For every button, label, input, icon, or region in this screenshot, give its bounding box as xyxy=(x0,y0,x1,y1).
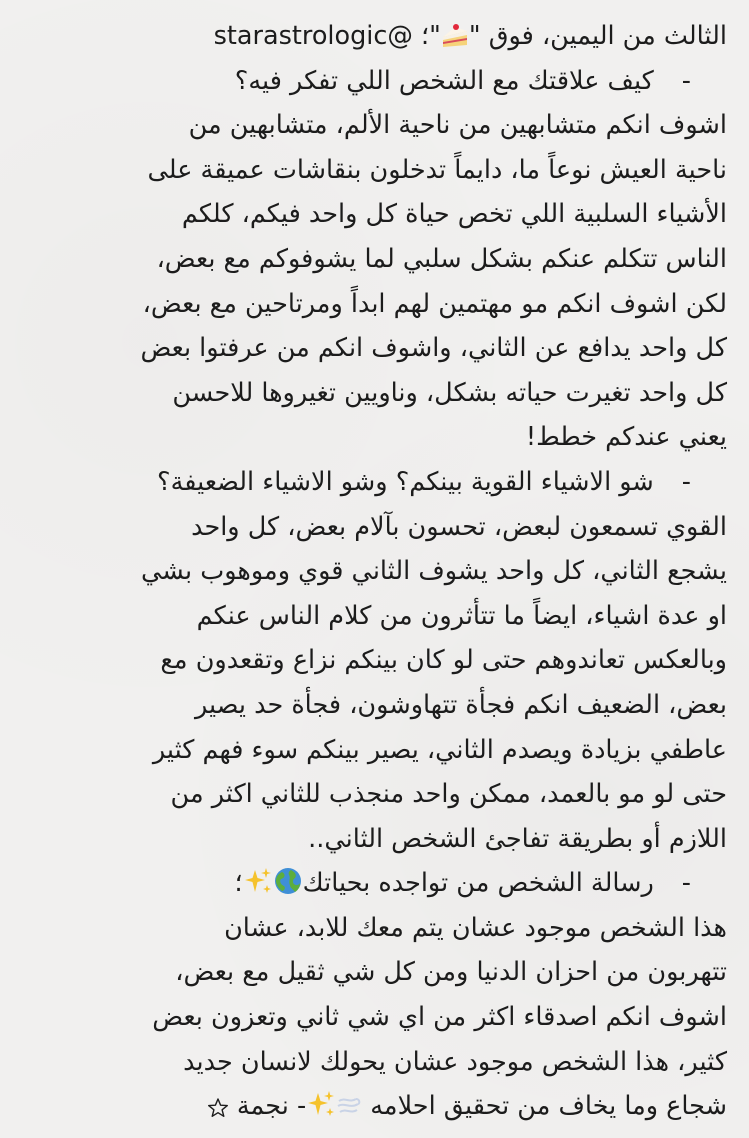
answer-2-line: او عدة اشياء، ايضاً ما تتأثرون من كلام الناس عنكم xyxy=(196,600,727,631)
question-3-text: رسالة الشخص من تواجده بحياتك xyxy=(302,868,654,899)
answer-1-line: اشوف انكم متشابهين من ناحية الألم، متشابهين من xyxy=(188,110,727,141)
answer-1-line: كل واحد تغيرت حياته بشكل، وناويين تغيروها للاحسن xyxy=(172,377,727,408)
question-1-text: كيف علاقتك مع الشخص اللي تفكر فيه؟ xyxy=(234,65,654,96)
answer-3-line: هذا الشخص موجود عشان يتم معك للابد، عشان xyxy=(224,912,727,943)
star-icon xyxy=(207,1097,229,1119)
answer-1-line: الناس تتكلم عنكم بشكل سلبي لما يشوفوكم مع بعض، xyxy=(156,243,727,274)
question-3 xyxy=(22,861,727,906)
answer-2-line: القوي تسمعون لبعض، تحسون بآلام بعض، كل واحد xyxy=(191,511,727,542)
answer-2-line: وبالعكس تعاندوهم حتى لو كان بينكم نزاع وتقعدون مع xyxy=(160,645,727,676)
sparkles-icon xyxy=(243,866,273,896)
intro-line xyxy=(22,14,727,59)
answer-3-line: اشوف انكم اصدقاء اكثر من اي شي ثاني وتعزون بعض xyxy=(152,1002,727,1033)
sparkles-icon xyxy=(306,1089,336,1119)
question-2-dash: - xyxy=(681,466,691,497)
question-1-dash: - xyxy=(681,65,691,96)
answer-2-line: بعض، الضعيف انكم فجأة تتهاوشون، فجأة حد يصير xyxy=(194,689,727,720)
answer-2-line: يشجع الثاني، كل واحد يشوف الثاني قوي وموهوب بشي xyxy=(141,556,727,587)
answer-1-line: يعني عندكم خطط! xyxy=(525,422,727,453)
question-2-text: شو الاشياء القوية بينكم؟ وشو الاشياء الضعيفة؟ xyxy=(157,466,654,497)
note-text xyxy=(22,14,727,1129)
question-3-end: ؛ xyxy=(234,868,243,899)
answer-1-line: الأشياء السلبية اللي تخص حياة كل واحد فيكم، كلكم xyxy=(181,199,727,230)
intro-text-part2: "؛ @starastrologic xyxy=(213,21,441,51)
answer-1-line: كل واحد يدافع عن الثاني، واشوف انكم من عرفتوا بعض xyxy=(140,333,727,364)
answer-1-line: ناحية العيش نوعاً ما، دايماً تدخلون بنقاشات عميقة على xyxy=(147,154,727,185)
closing-line xyxy=(22,1084,727,1129)
cake-icon xyxy=(441,23,469,49)
answer-3-line: تتهربون من احزان الدنيا ومن كل شي ثقيل مع بعض، xyxy=(175,957,727,988)
answer-2-line: عاطفي بزيادة ويصدم الثاني، يصير بينكم سوء فهم كثير xyxy=(152,734,727,765)
intro-text-part1: الثالث من اليمين، فوق " xyxy=(468,21,727,51)
question-1 xyxy=(22,59,727,104)
answer-2-line: اللازم أو بطريقة تفاجئ الشخص الثاني.. xyxy=(308,823,727,854)
globe-icon xyxy=(273,866,303,896)
answer-1-line: لكن اشوف انكم مو مهتمين لهم ابداً ومرتاحين مع بعض، xyxy=(142,288,727,319)
answer-3-line: كثير، هذا الشخص موجود عشان يحولك لانسان جديد xyxy=(183,1046,727,1077)
answer-2-line: حتى لو مو بالعمد، ممكن واحد منجذب للثاني اكثر من xyxy=(170,779,727,810)
question-2 xyxy=(22,460,727,505)
signature-text: - نجمة xyxy=(236,1091,307,1122)
question-3-dash: - xyxy=(681,868,691,899)
balloon-icon xyxy=(336,1093,362,1119)
closing-text: شجاع وما يخاف من تحقيق احلامه xyxy=(370,1091,727,1122)
